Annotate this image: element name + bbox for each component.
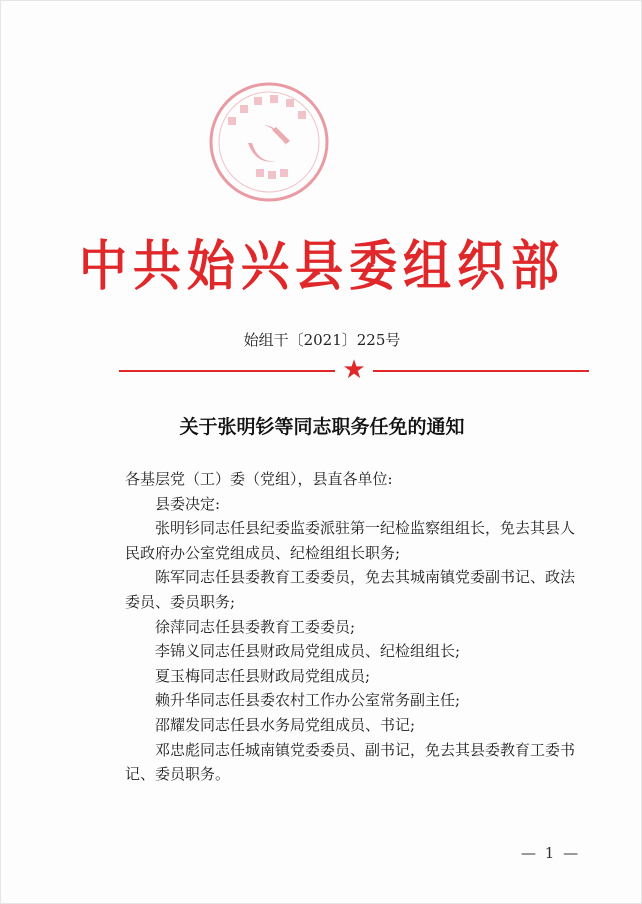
appointment-item: 徐萍同志任县委教育工委委员;: [155, 617, 356, 636]
issuing-organization-title: 中共始兴县委组织部: [78, 235, 565, 298]
salutation: 各基层党（工）委（党组），县直各单位:: [125, 470, 393, 488]
notice-body: [125, 467, 575, 787]
document-number: 始组干〔2021〕225号: [243, 331, 401, 349]
appointment-item: 陈军同志任县委教育工委委员，免去其城南镇党委副书记、政法委员、委员职务;: [125, 568, 576, 611]
appointment-item: 赖升华同志任县委农村工作办公室常务副主任;: [155, 691, 461, 710]
appointment-item: 李锦义同志任县财政局党组成员、纪检组组长;: [155, 642, 461, 661]
header-rule-left: [119, 370, 335, 372]
appointment-item: 张明钐同志任县纪委监委派驻第一纪检监察组组长，免去其县人民政府办公室党组成员、纪检组组长职务;: [125, 519, 576, 562]
intro-line: 县委决定:: [155, 494, 221, 513]
header-rule-right: [373, 370, 589, 372]
appointment-item: 邓忠彪同志任城南镇党委委员、副书记，免去其县委教育工委书记、委员职务。: [125, 740, 576, 784]
appointment-item: 邵耀发同志任县水务局党组成员、书记;: [155, 715, 416, 734]
star-icon: ★: [342, 355, 366, 385]
appointment-item: 夏玉梅同志任县财政局党组成员;: [155, 666, 371, 685]
notice-title: 关于张明钐等同志职务任免的通知: [179, 416, 465, 438]
official-seal-icon: [206, 79, 332, 205]
page-number: — 1 —: [521, 844, 581, 862]
